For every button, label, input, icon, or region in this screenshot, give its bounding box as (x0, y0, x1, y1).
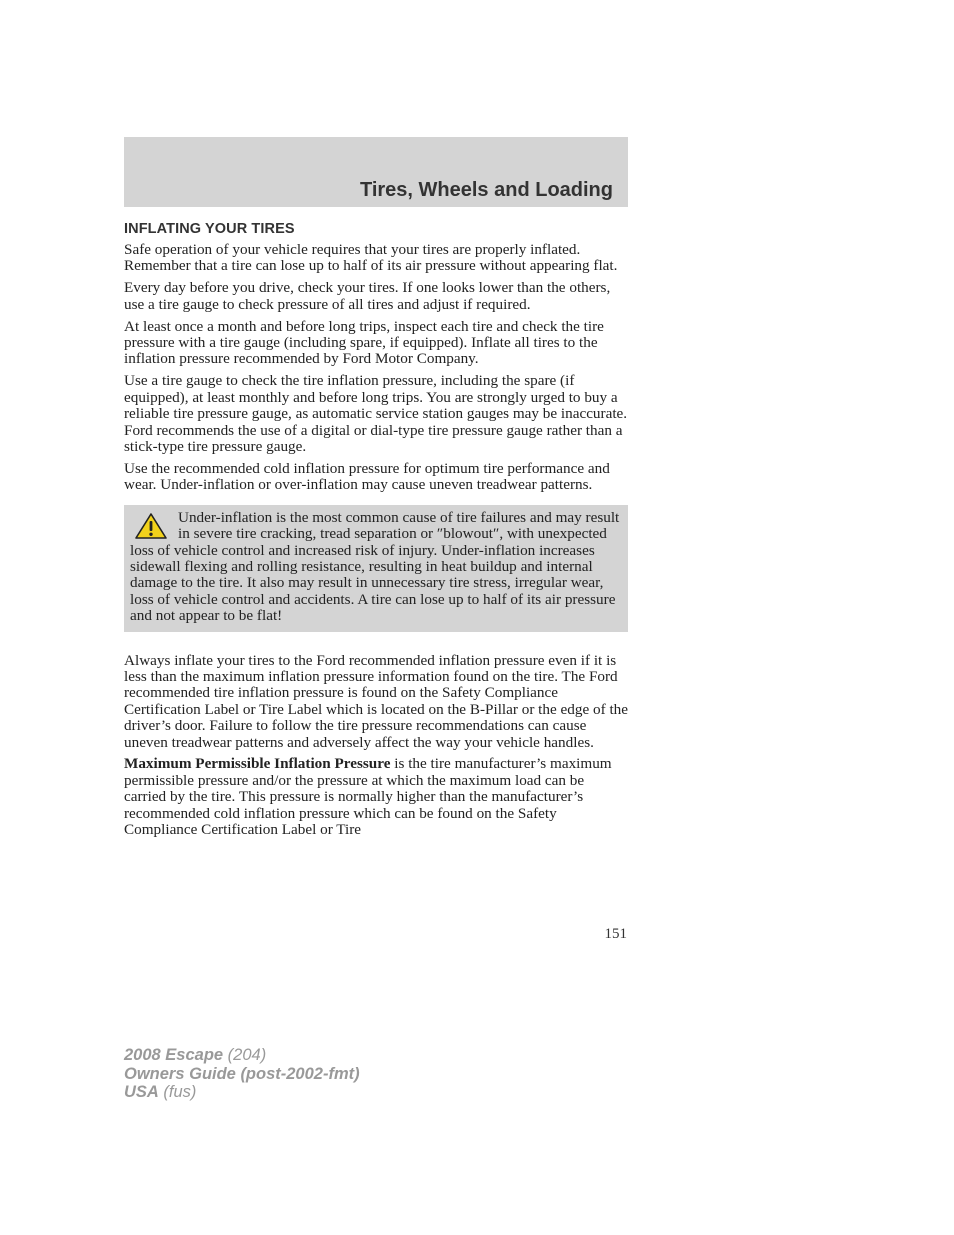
warning-box (124, 505, 628, 632)
max-pressure-term: Maximum Permissible Inflation Pressure (124, 755, 391, 773)
section-heading: INFLATING YOUR TIRES (124, 221, 295, 237)
paragraph-3: At least once a month and before long trips, inspect each tire and check the tire pressure with a tire gauge (including spare, if equipped). Inflate all tires to the inflation pressure recommended by Ford Motor Company. (124, 317, 604, 368)
paragraph-6: Always inflate your tires to the Ford recommended inflation pressure even if it is less than the maximum inflation pressure information found on the tire. The Ford recommended tire inflation pressure is found on the Safety Compliance Certification Label or Tire Label which is located on the B-Pillar or the edge of the driver’s door. Failure to follow the tire pressure recommendations can cause uneven treadwear patterns and adversely affect the way your vehicle handles. (124, 651, 628, 751)
chapter-header-band (124, 137, 628, 207)
page-number: 151 (604, 926, 627, 942)
page-content (124, 221, 628, 844)
warning-triangle-icon (134, 512, 168, 540)
footer-region-code: (fus) (158, 1083, 197, 1101)
footer-model-code: (204) (223, 1046, 267, 1064)
footer-line-1 (124, 1046, 360, 1065)
max-pressure-text: is the tire manufacturer’s maximum permissible pressure and/or the pressure at which the maximum load can be carried by the tire. This pressure is normally higher than the manufacturer’s recommended cold inflation pressure which can be found on the Safety Compliance Certification Label or Tire (124, 755, 612, 839)
footer-line-2: Owners Guide (post-2002-fmt) (124, 1064, 360, 1083)
paragraph-max-pressure (124, 756, 628, 838)
footer-model: 2008 Escape (124, 1046, 224, 1064)
paragraph-2: Every day before you drive, check your tires. If one looks lower than the others, use a tire gauge to check pressure of all tires and adjust if required. (124, 279, 611, 313)
document-footer (124, 1046, 360, 1102)
paragraph-4: Use a tire gauge to check the tire inflation pressure, including the spare (if equipped), at least monthly and before long trips. You are strongly urged to buy a reliable tire pressure gauge, as automatic service station gauges may be inaccurate. Ford recommends the use of a digital or dial-type tire pressure gauge rather than a stick-type tire pressure gauge. (124, 372, 628, 455)
paragraph-1: Safe operation of your vehicle requires that your tires are properly inflated. Remember that a tire can lose up to half of its air pressure without appearing flat. (124, 241, 618, 275)
chapter-title: Tires, Wheels and Loading (359, 179, 613, 201)
footer-line-3 (124, 1083, 360, 1102)
warning-text: Under-inflation is the most common cause of tire failures and may result in severe tire cracking, tread separation or ″blowout″, with unexpected loss of vehicle control and increased risk of injury. Under-inflation increases sidewall flexing and rolling resistance, resulting in heat buildup and internal damage to the tire. It also may result in unnecessary tire stress, irregular wear, loss of vehicle control and accidents. A tire can lose up to half of its air pressure and not appear to be flat! (130, 508, 620, 625)
footer-region: USA (124, 1083, 159, 1101)
paragraph-5: Use the recommended cold inflation pressure for optimum tire performance and wear. Under-inflation or over-inflation may cause uneven treadwear patterns. (124, 459, 610, 494)
